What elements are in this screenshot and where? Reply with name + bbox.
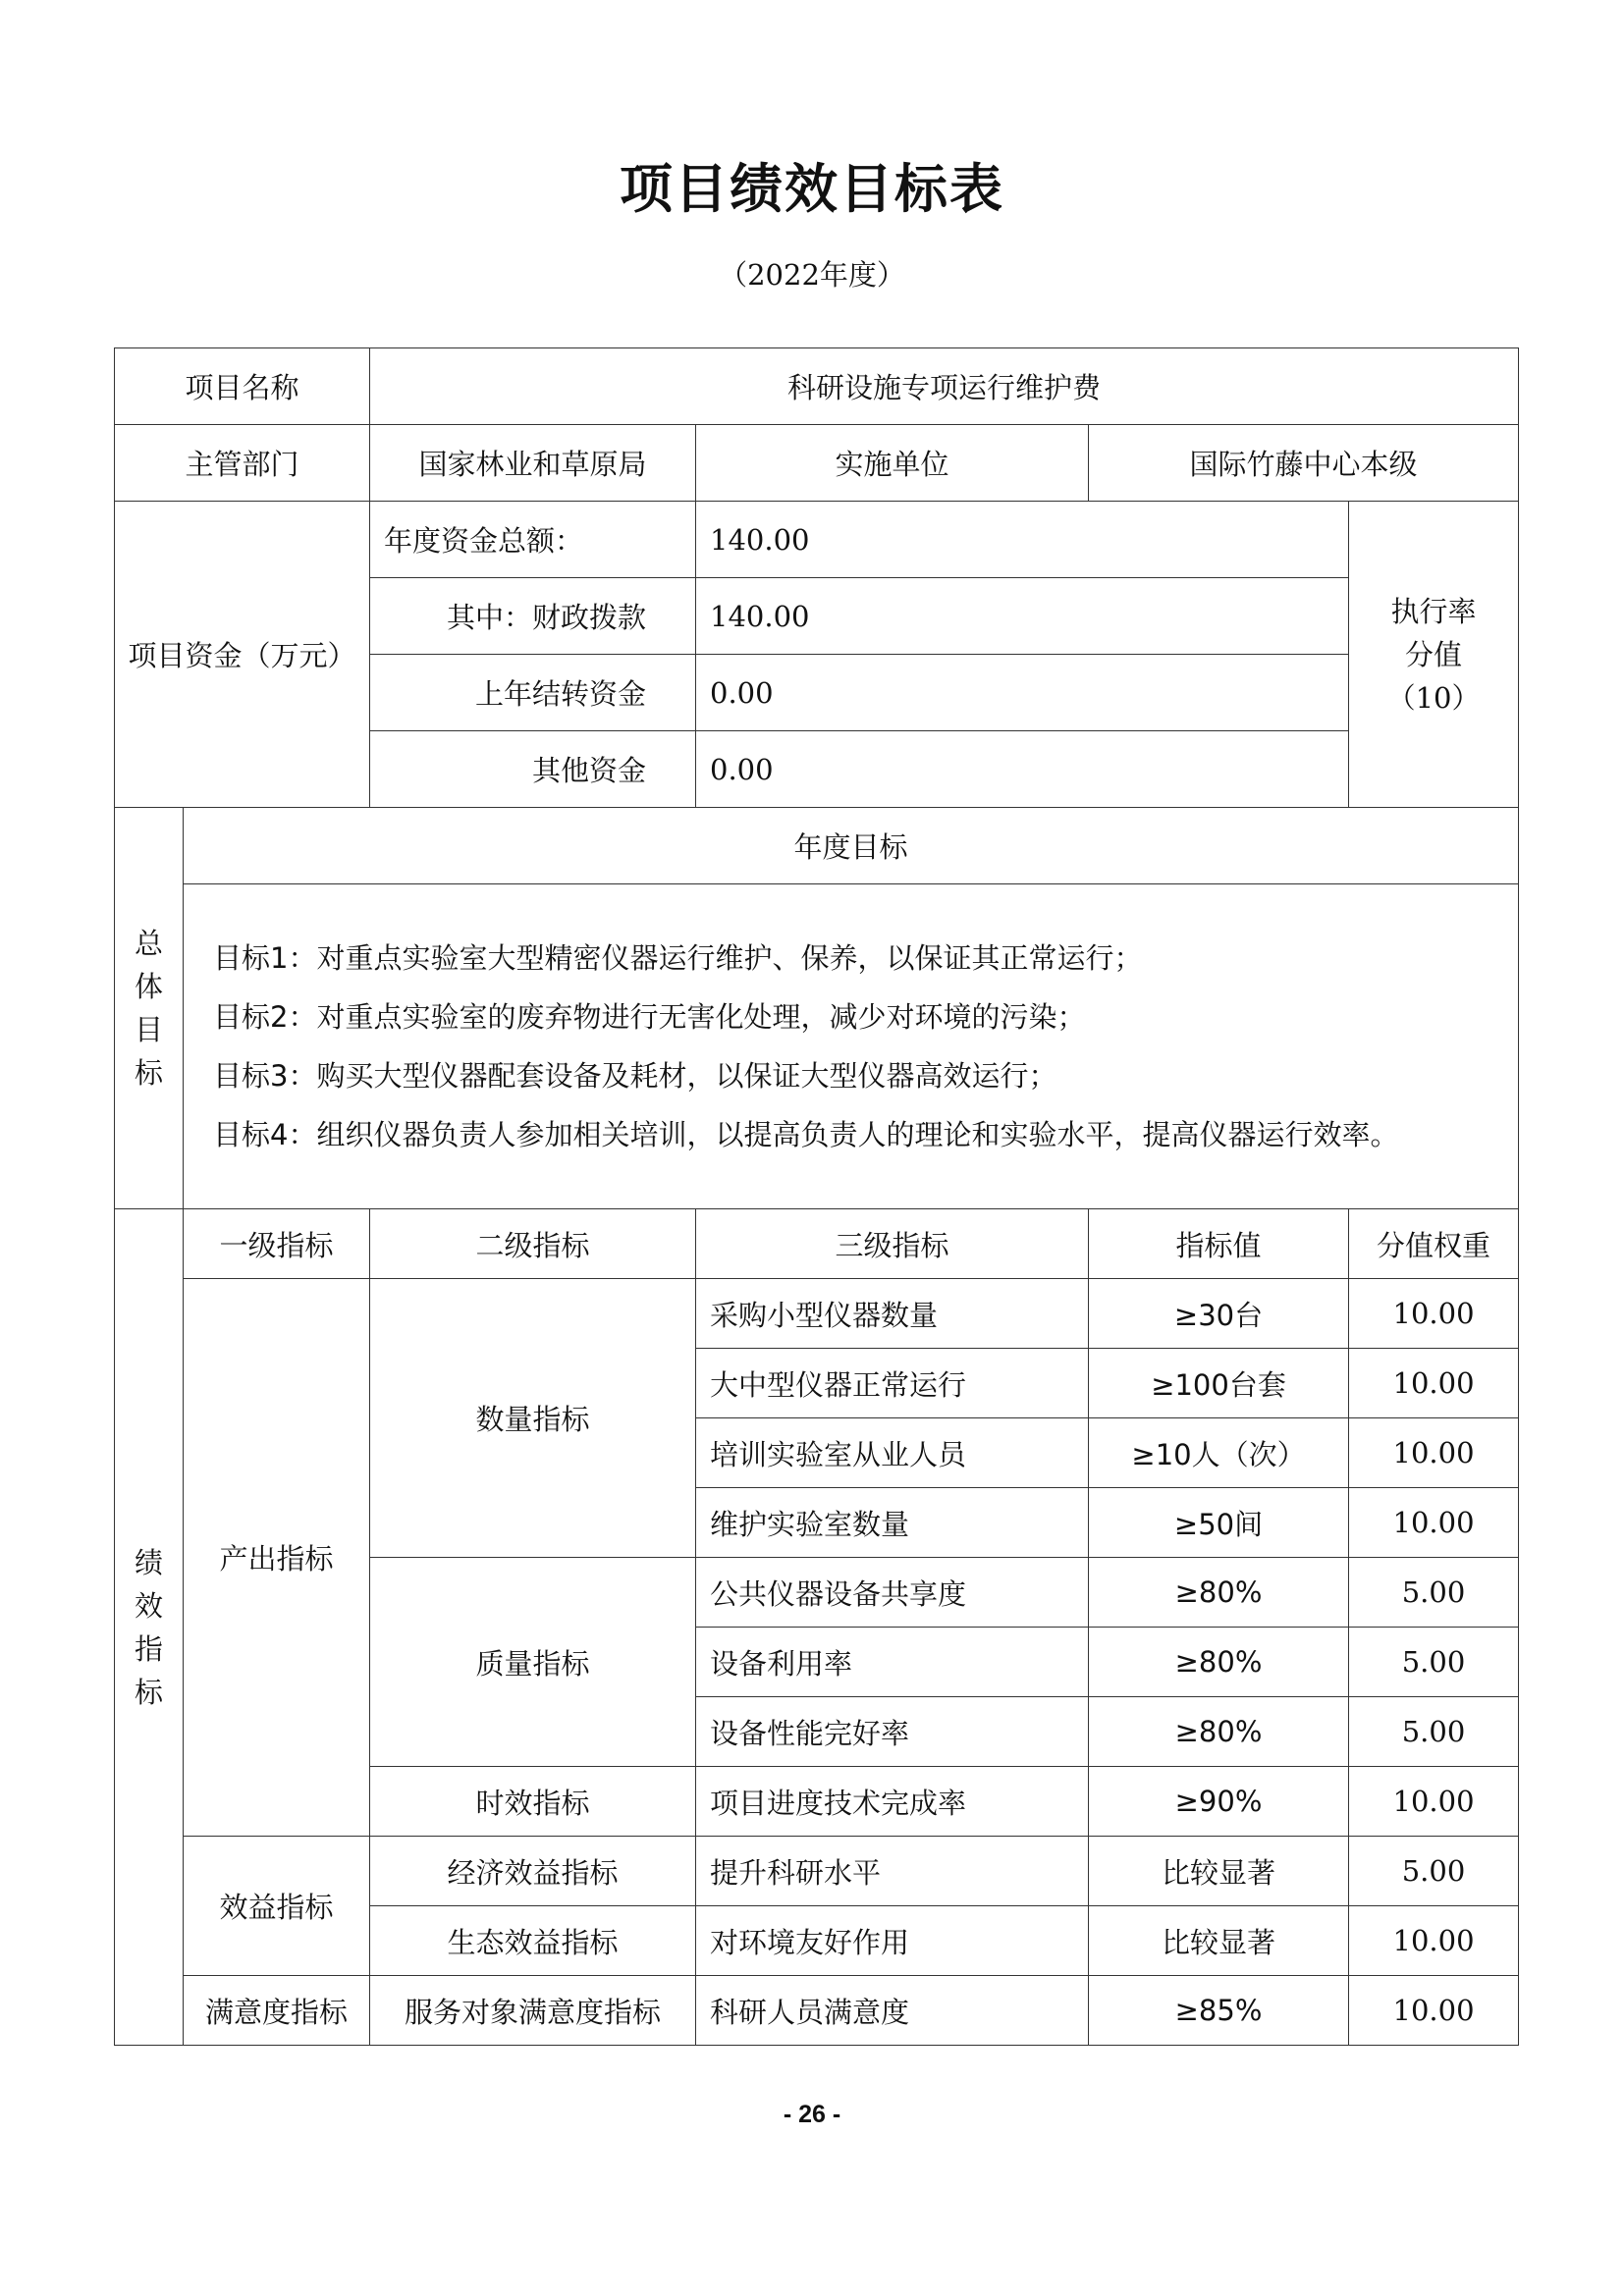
level1-benefit: 效益指标	[184, 1837, 370, 1976]
level1-satisfaction: 满意度指标	[184, 1976, 370, 2046]
unit-value: 国际竹藤中心本级	[1089, 425, 1519, 502]
level2-ecological: 生态效益指标	[370, 1906, 696, 1976]
funds-row-label: 其中：财政拨款	[370, 578, 696, 655]
indicator-value: ≥100台套	[1089, 1349, 1349, 1418]
label-char: 目	[134, 1013, 163, 1046]
header-level3: 三级指标	[696, 1209, 1089, 1279]
level2-timeliness: 时效指标	[370, 1767, 696, 1837]
performance-table	[114, 347, 1519, 2046]
indicator-value: ≥10人（次）	[1089, 1418, 1349, 1488]
indicator-value: ≥80%	[1089, 1628, 1349, 1697]
indicator-value: 比较显著	[1089, 1906, 1349, 1976]
indicator-weight: 10.00	[1349, 1976, 1519, 2046]
indicator-weight: 5.00	[1349, 1628, 1519, 1697]
indicator-name: 培训实验室从业人员	[696, 1418, 1089, 1488]
indicator-weight: 10.00	[1349, 1418, 1519, 1488]
goal-item: 目标3：购买大型仪器配套设备及耗材，以保证大型仪器高效运行；	[213, 1059, 1057, 1093]
indicator-value: ≥80%	[1089, 1697, 1349, 1767]
funds-row-value: 0.00	[696, 731, 1349, 808]
table-row	[115, 1976, 1519, 2046]
row-dept	[115, 425, 1519, 502]
indicator-weight: 10.00	[1349, 1488, 1519, 1558]
exec-rate-line: （10）	[1386, 680, 1481, 715]
indicator-name: 科研人员满意度	[696, 1976, 1089, 2046]
indicator-value: ≥85%	[1089, 1976, 1349, 2046]
indicator-name: 对环境友好作用	[696, 1906, 1089, 1976]
level2-economic: 经济效益指标	[370, 1837, 696, 1906]
indicator-name: 设备利用率	[696, 1628, 1089, 1697]
level2-service-satisfaction: 服务对象满意度指标	[370, 1976, 696, 2046]
label-char: 体	[134, 970, 163, 1003]
indicator-weight: 10.00	[1349, 1349, 1519, 1418]
indicator-weight: 5.00	[1349, 1697, 1519, 1767]
funds-row-value: 0.00	[696, 655, 1349, 731]
indicator-name: 项目进度技术完成率	[696, 1767, 1089, 1837]
project-name-label: 项目名称	[115, 348, 370, 425]
indicator-value: 比较显著	[1089, 1837, 1349, 1906]
goal-item: 目标2：对重点实验室的废弃物进行无害化处理，减少对环境的污染；	[213, 1000, 1086, 1034]
indicator-name: 维护实验室数量	[696, 1488, 1089, 1558]
goal-item: 目标1：对重点实验室大型精密仪器运行维护、保养，以保证其正常运行；	[213, 941, 1143, 975]
indicator-value: ≥50间	[1089, 1488, 1349, 1558]
exec-rate-cell	[1349, 502, 1519, 808]
header-weight: 分值权重	[1349, 1209, 1519, 1279]
funds-row-value: 140.00	[696, 502, 1349, 578]
exec-rate-line: 分值	[1405, 637, 1463, 671]
exec-rate-line: 执行率	[1390, 594, 1477, 628]
funds-row-label: 其他资金	[370, 731, 696, 808]
indicator-name: 提升科研水平	[696, 1837, 1089, 1906]
page-number: - 26 -	[783, 2101, 841, 2128]
level2-quantity: 数量指标	[370, 1279, 696, 1558]
indicator-value: ≥80%	[1089, 1558, 1349, 1628]
unit-label: 实施单位	[696, 425, 1089, 502]
indicator-name: 公共仪器设备共享度	[696, 1558, 1089, 1628]
annual-goal-header: 年度目标	[184, 808, 1519, 884]
row-goals-header	[115, 808, 1519, 884]
indicator-value: ≥30台	[1089, 1279, 1349, 1349]
overall-goal-label	[115, 808, 184, 1209]
row-funds-total	[115, 502, 1519, 578]
goals-list	[184, 884, 1519, 1209]
goal-item: 目标4：组织仪器负责人参加相关培训，以提高负责人的理论和实验水平，提高仪器运行效率。	[213, 1118, 1399, 1151]
header-level2: 二级指标	[370, 1209, 696, 1279]
level2-quality: 质量指标	[370, 1558, 696, 1767]
indicator-name: 设备性能完好率	[696, 1697, 1089, 1767]
row-goals-body	[115, 884, 1519, 1209]
project-name-value: 科研设施专项运行维护费	[370, 348, 1519, 425]
table-row	[115, 1837, 1519, 1906]
row-project-name	[115, 348, 1519, 425]
document-subtitle: （2022年度）	[719, 258, 905, 292]
indicator-weight: 5.00	[1349, 1558, 1519, 1628]
label-char: 总	[134, 927, 163, 960]
label-char: 绩	[134, 1545, 163, 1579]
funds-row-label: 年度资金总额：	[370, 502, 696, 578]
header-value: 指标值	[1089, 1209, 1349, 1279]
table-row	[115, 1279, 1519, 1349]
header-level1: 一级指标	[184, 1209, 370, 1279]
label-char: 指	[134, 1631, 163, 1666]
document-title: 项目绩效目标表	[620, 158, 1004, 220]
indicator-value: ≥90%	[1089, 1767, 1349, 1837]
level1-output: 产出指标	[184, 1279, 370, 1837]
funds-row-label: 上年结转资金	[370, 655, 696, 731]
dept-label: 主管部门	[115, 425, 370, 502]
indicator-name: 采购小型仪器数量	[696, 1279, 1089, 1349]
dept-value: 国家林业和草原局	[370, 425, 696, 502]
indicator-name: 大中型仪器正常运行	[696, 1349, 1089, 1418]
indicator-label	[115, 1209, 184, 2046]
indicator-weight: 10.00	[1349, 1906, 1519, 1976]
indicator-weight: 10.00	[1349, 1767, 1519, 1837]
label-char: 效	[134, 1588, 163, 1623]
label-char: 标	[134, 1675, 163, 1709]
indicator-weight: 5.00	[1349, 1837, 1519, 1906]
label-char: 标	[134, 1056, 163, 1090]
funds-row-value: 140.00	[696, 578, 1349, 655]
indicator-weight: 10.00	[1349, 1279, 1519, 1349]
funds-label: 项目资金（万元）	[115, 502, 370, 808]
row-indicator-headers	[115, 1209, 1519, 1279]
